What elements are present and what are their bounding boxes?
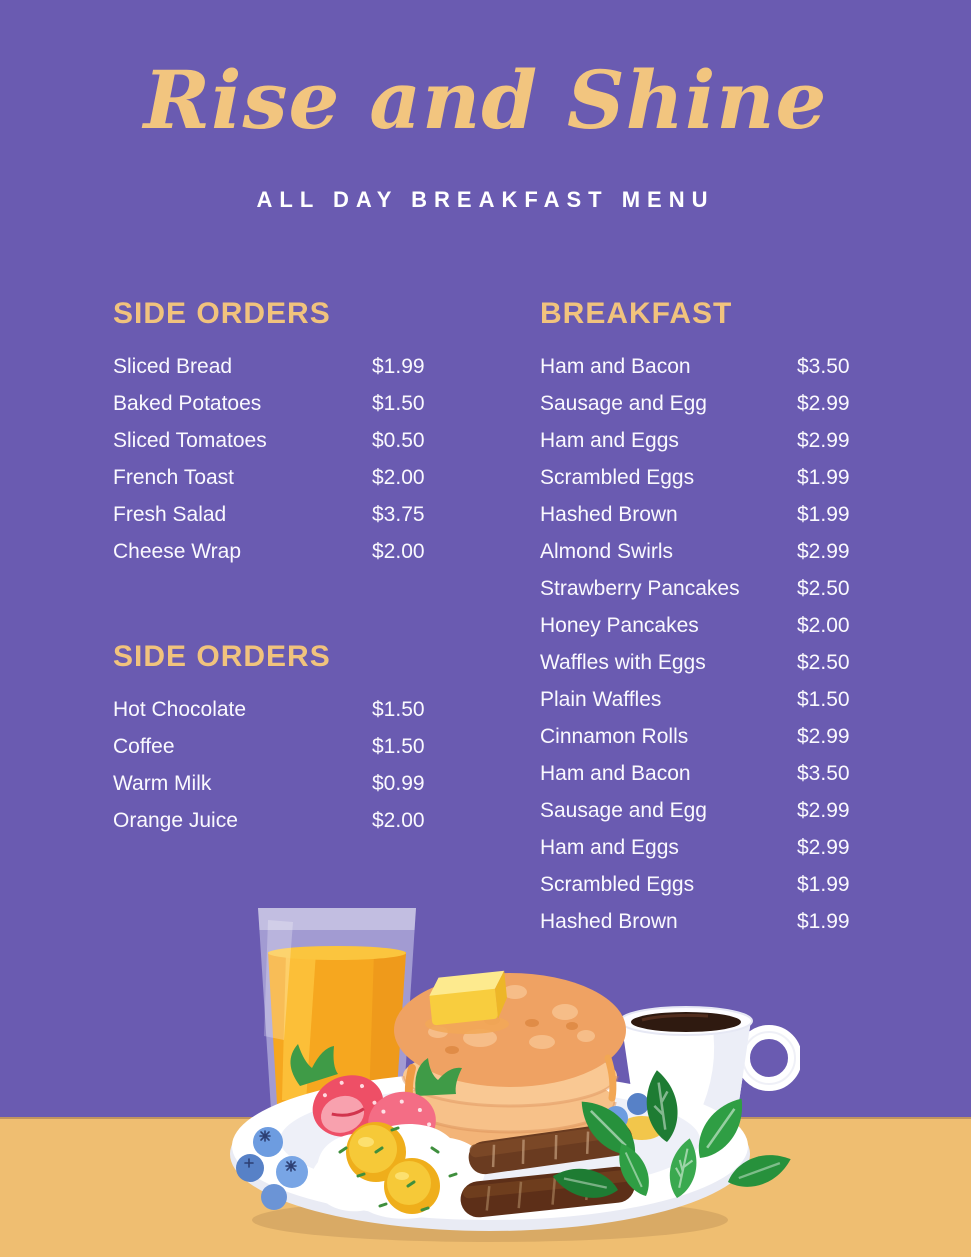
menu-item-price: $1.99 bbox=[372, 354, 425, 378]
menu-item-name: Cheese Wrap bbox=[113, 539, 242, 563]
menu-item-name: Ham and Bacon bbox=[540, 761, 691, 785]
menu-item bbox=[540, 644, 872, 681]
menu-item-price: $2.99 bbox=[797, 724, 850, 748]
menu-item-name: Sliced Bread bbox=[113, 354, 233, 378]
butter bbox=[428, 971, 509, 1026]
menu-item-price: $0.99 bbox=[372, 771, 425, 795]
section-heading: SIDE ORDERS bbox=[113, 640, 331, 673]
menu-item bbox=[113, 385, 445, 422]
menu-item-name: Ham and Bacon bbox=[540, 354, 691, 378]
menu-item bbox=[113, 496, 445, 533]
menu-item-name: Plain Waffles bbox=[540, 687, 662, 711]
section-side-orders-1 bbox=[113, 297, 445, 570]
menu-item bbox=[540, 459, 872, 496]
menu-item-name: Fresh Salad bbox=[113, 502, 227, 526]
menu-item-price: $2.00 bbox=[797, 613, 850, 637]
menu-item-price: $2.99 bbox=[797, 539, 850, 563]
menu-item-name: Hashed Brown bbox=[540, 909, 678, 933]
menu-item-price: $2.99 bbox=[797, 428, 850, 452]
menu-item bbox=[540, 422, 872, 459]
menu-item bbox=[540, 718, 872, 755]
menu-item bbox=[540, 385, 872, 422]
menu-item bbox=[540, 607, 872, 644]
menu-item-name: Orange Juice bbox=[113, 808, 238, 832]
breakfast-illustration bbox=[180, 890, 800, 1257]
menu-item-name: Ham and Eggs bbox=[540, 835, 679, 859]
menu-item-name: Sliced Tomatoes bbox=[113, 428, 267, 452]
menu-item bbox=[113, 802, 445, 839]
menu-item-price: $2.50 bbox=[797, 576, 850, 600]
menu-item-name: Coffee bbox=[113, 734, 175, 758]
menu-item-price: $2.00 bbox=[372, 539, 425, 563]
menu-item-name: Almond Swirls bbox=[540, 539, 674, 563]
menu-item-price: $1.99 bbox=[797, 909, 850, 933]
menu-item bbox=[540, 792, 872, 829]
menu-item-name: Scrambled Eggs bbox=[540, 872, 695, 896]
menu-item-name: Strawberry Pancakes bbox=[540, 576, 740, 600]
menu-item-price: $2.99 bbox=[797, 391, 850, 415]
menu-item-name: Hot Chocolate bbox=[113, 697, 247, 721]
menu-item bbox=[113, 728, 445, 765]
menu-item-name: Cinnamon Rolls bbox=[540, 724, 689, 748]
section-breakfast bbox=[540, 297, 872, 940]
menu-item-name: Baked Potatoes bbox=[113, 391, 262, 415]
menu-item bbox=[540, 496, 872, 533]
section-heading: BREAKFAST bbox=[540, 297, 733, 330]
menu-item-price: $1.50 bbox=[797, 687, 850, 711]
menu-item-name: Sausage and Egg bbox=[540, 798, 707, 822]
menu-item-price: $1.50 bbox=[372, 697, 425, 721]
menu-item-name: Waffles with Eggs bbox=[540, 650, 706, 674]
menu-item bbox=[113, 765, 445, 802]
menu-item-price: $1.99 bbox=[797, 872, 850, 896]
section-side-orders-2 bbox=[113, 640, 445, 839]
menu-item-price: $1.50 bbox=[372, 391, 425, 415]
menu-item bbox=[540, 348, 872, 385]
menu-subtitle: ALL DAY BREAKFAST MENU bbox=[256, 187, 715, 212]
menu-item-price: $1.50 bbox=[372, 734, 425, 758]
menu-item-name: French Toast bbox=[113, 465, 235, 489]
menu-item bbox=[113, 348, 445, 385]
menu-item-price: $2.00 bbox=[372, 808, 425, 832]
menu-item bbox=[113, 422, 445, 459]
menu-item-name: Sausage and Egg bbox=[540, 391, 707, 415]
menu-item-price: $3.50 bbox=[797, 761, 850, 785]
menu-item bbox=[113, 533, 445, 570]
menu-item-price: $2.50 bbox=[797, 650, 850, 674]
section-heading: SIDE ORDERS bbox=[113, 297, 331, 330]
menu-title: Rise and Shine bbox=[143, 53, 828, 147]
menu-item bbox=[540, 570, 872, 607]
menu-item-name: Ham and Eggs bbox=[540, 428, 679, 452]
menu-item bbox=[540, 829, 872, 866]
menu-item bbox=[540, 533, 872, 570]
menu-item-name: Warm Milk bbox=[113, 771, 212, 795]
menu-item-name: Scrambled Eggs bbox=[540, 465, 695, 489]
menu-item bbox=[113, 459, 445, 496]
menu-item-price: $1.99 bbox=[797, 502, 850, 526]
menu-item-price: $2.00 bbox=[372, 465, 425, 489]
menu-item-name: Honey Pancakes bbox=[540, 613, 699, 637]
menu-item-name: Hashed Brown bbox=[540, 502, 678, 526]
menu-item-price: $0.50 bbox=[372, 428, 425, 452]
menu-item-price: $3.50 bbox=[797, 354, 850, 378]
menu-item bbox=[540, 755, 872, 792]
menu-item-price: $1.99 bbox=[797, 465, 850, 489]
menu-item bbox=[113, 691, 445, 728]
menu-item bbox=[540, 681, 872, 718]
menu-item-price: $2.99 bbox=[797, 798, 850, 822]
menu-item-price: $2.99 bbox=[797, 835, 850, 859]
menu-item-price: $3.75 bbox=[372, 502, 425, 526]
